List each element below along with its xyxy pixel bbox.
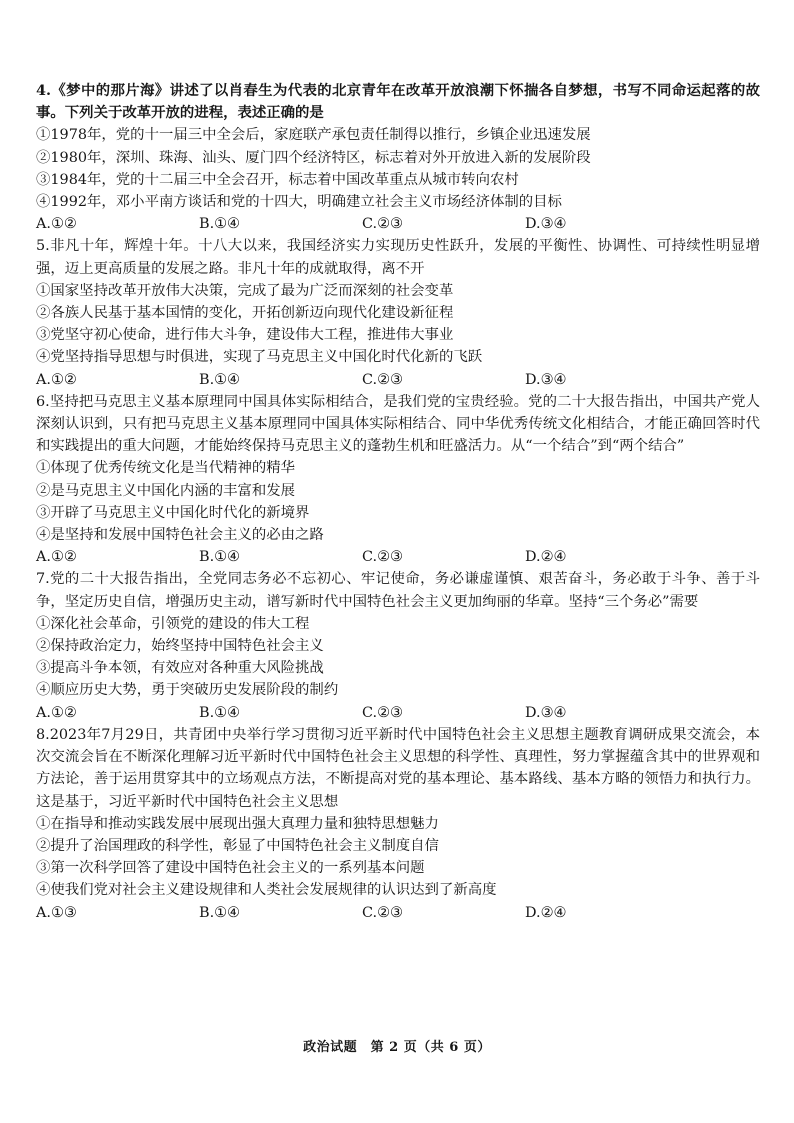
answer-c: C.②③ (362, 216, 403, 233)
option-1: ①在指导和推动实践发展中展现出强大真理力量和独特思想魅力 (36, 815, 439, 832)
option-4: ④使我们党对社会主义建设规律和人类社会发展规律的认识达到了新高度 (36, 882, 497, 899)
option-1: ①深化社会革命，引领党的建设的伟大工程 (36, 615, 310, 632)
question-6 (36, 391, 760, 569)
answer-a: A.①② (36, 704, 77, 721)
option-1: ①国家坚持改革开放伟大决策，完成了最为广泛而深刻的社会变革 (36, 282, 454, 299)
question-5 (36, 235, 760, 390)
answer-a: A.①② (36, 216, 77, 233)
answer-b: B.①④ (199, 904, 240, 921)
question-7 (36, 568, 760, 723)
answer-c: C.②③ (362, 704, 403, 721)
answer-b: B.①④ (199, 549, 240, 566)
answer-c: C.②③ (362, 549, 403, 566)
answer-choices (36, 369, 760, 391)
option-4: ④是坚持和发展中国特色社会主义的必由之路 (36, 527, 324, 544)
option-3: ③提高斗争本领，有效应对各种重大风险挑战 (36, 660, 324, 677)
answer-c: C.②③ (362, 904, 403, 921)
page-footer: 政治试题 第 2 页（共 6 页） (303, 1040, 491, 1055)
answer-a: A.①③ (36, 904, 77, 921)
option-3: ③1984年，党的十二届三中全会召开，标志着中国改革重点从城市转向农村 (36, 171, 519, 188)
question-stem: 6.坚持把马克思主义基本原理同中国具体实际相结合，是我们党的宝贵经验。党的二十大报告指出，中国共产党人深刻认识到，只有把马克思主义基本原理同中国具体实际相结合、同中华优秀传统文化相结合，才能正确回答时代和实践提出的重大问题，才能始终保持马克思主义的蓬勃生机和旺盛活力。从“一个结合”到“两个结合” (36, 393, 760, 455)
option-1: ①1978年，党的十一届三中全会后，家庭联产承包责任制得以推行，乡镇企业迅速发展 (36, 127, 591, 144)
answer-c: C.②③ (362, 371, 403, 388)
question-8 (36, 724, 760, 924)
option-3: ③开辟了马克思主义中国化时代化的新境界 (36, 504, 310, 521)
answer-b: B.①④ (199, 371, 240, 388)
answer-a: A.①② (36, 549, 77, 566)
answer-choices (36, 902, 760, 924)
option-2: ②各族人民基于基本国情的变化，开拓创新迈向现代化建设新征程 (36, 305, 454, 322)
answer-d: D.③④ (525, 216, 567, 233)
answer-d: D.③④ (525, 371, 567, 388)
answer-b: B.①④ (199, 216, 240, 233)
option-2: ②保持政治定力，始终坚持中国特色社会主义 (36, 638, 324, 655)
answer-choices (36, 702, 760, 724)
answer-choices (36, 546, 760, 568)
option-2: ②提升了治国理政的科学性，彰显了中国特色社会主义制度自信 (36, 837, 439, 854)
question-stem: 8.2023年7月29日，共青团中央举行学习贯彻习近平新时代中国特色社会主义思想主题教育调研成果交流会，本次交流会旨在不断深化理解习近平新时代中国特色社会主义思想的科学性、真理性，努力掌握蕴含其中的世界观和方法论，善于运用贯穿其中的立场观点方法，不断提高对党的基本理论、基本路线、基本方略的领悟力和执行力。这是基于，习近平新时代中国特色社会主义思想 (36, 726, 760, 810)
option-2: ②1980年，深圳、珠海、汕头、厦门四个经济特区，标志着对外开放进入新的发展阶段 (36, 149, 591, 166)
answer-choices (36, 213, 760, 235)
option-4: ④顺应历史大势，勇于突破历史发展阶段的制约 (36, 682, 339, 699)
answer-d: D.②④ (525, 549, 567, 566)
option-1: ①体现了优秀传统文化是当代精神的精华 (36, 460, 296, 477)
option-3: ③党坚守初心使命，进行伟大斗争，建设伟大工程，推进伟大事业 (36, 327, 454, 344)
option-4: ④党坚持指导思想与时俱进，实现了马克思主义中国化时代化新的飞跃 (36, 349, 483, 366)
question-4 (36, 80, 760, 235)
option-3: ③第一次科学回答了建设中国特色社会主义的一系列基本问题 (36, 860, 425, 877)
option-2: ②是马克思主义中国化内涵的丰富和发展 (36, 482, 296, 499)
question-stem: 7.党的二十大报告指出，全党同志务必不忘初心、牢记使命，务必谦虚谨慎、艰苦奋斗，务必敢于斗争、善于斗争，坚定历史自信，增强历史主动，谱写新时代中国特色社会主义更加绚丽的华章。坚持“三个务必”需要 (36, 571, 760, 610)
answer-b: B.①④ (199, 704, 240, 721)
question-stem: 4.《梦中的那片海》讲述了以肖春生为代表的北京青年在改革开放浪潮下怀揣各自梦想，书写不同命运起落的故事。下列关于改革开放的进程，表述正确的是 (36, 82, 760, 122)
question-stem: 5.非凡十年，辉煌十年。十八大以来，我国经济实力实现历史性跃升，发展的平衡性、协调性、可持续性明显增强，迈上更高质量的发展之路。非凡十年的成就取得，离不开 (36, 238, 760, 277)
answer-d: D.②④ (525, 904, 567, 921)
option-4: ④1992年，邓小平南方谈话和党的十四大，明确建立社会主义市场经济体制的目标 (36, 194, 562, 211)
answer-d: D.③④ (525, 704, 567, 721)
answer-a: A.①② (36, 371, 77, 388)
